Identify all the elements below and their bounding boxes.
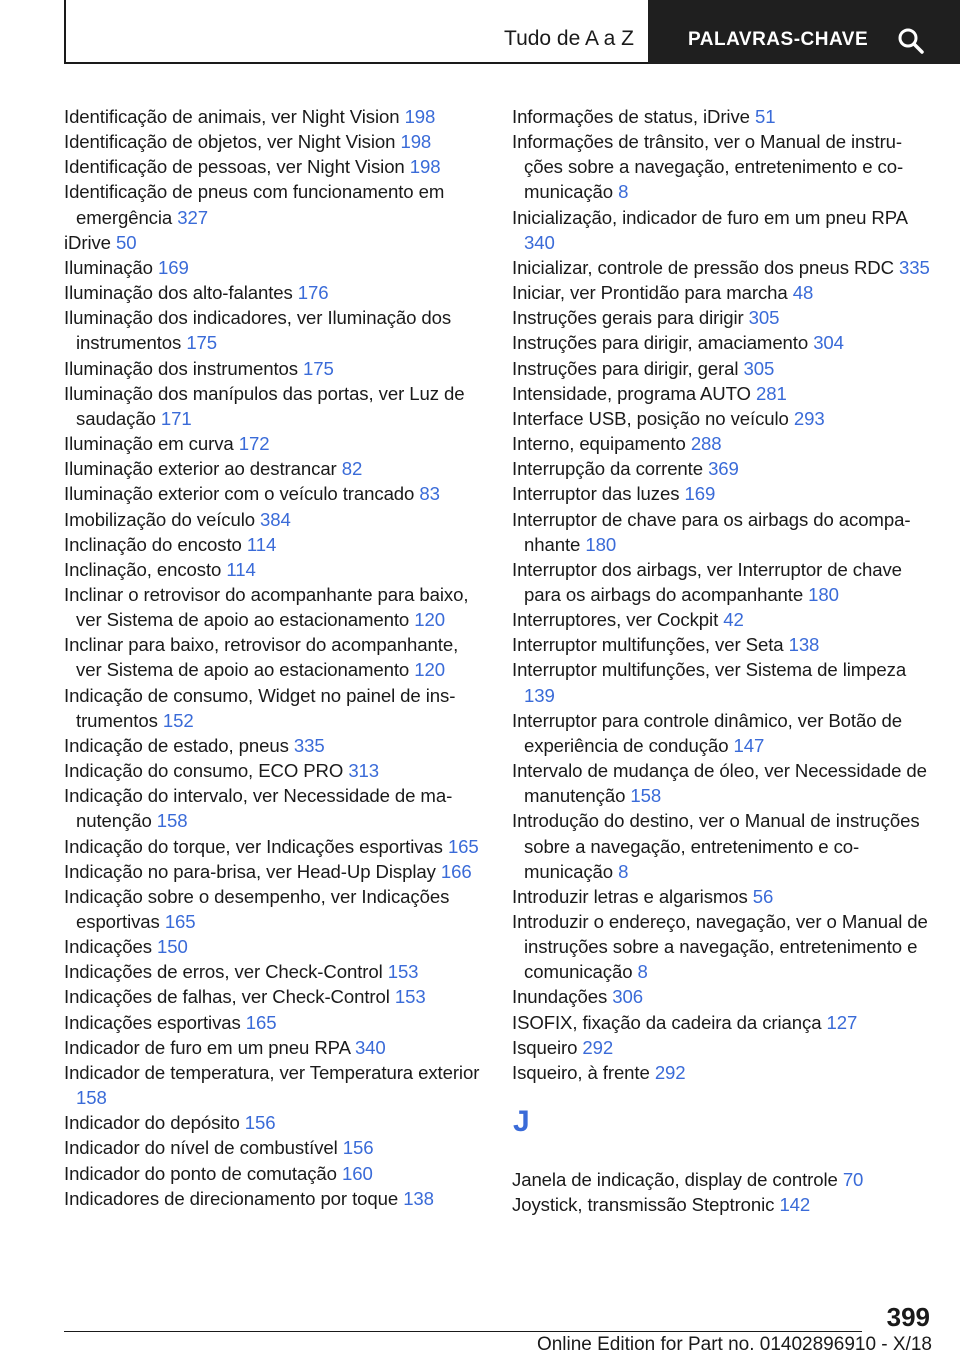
index-entry [512, 984, 932, 1009]
index-entry [64, 381, 484, 431]
index-entry-page-link[interactable]: 120 [414, 659, 445, 681]
index-entry-text: Interrupção da corrente [512, 458, 709, 480]
index-entry-page-link[interactable]: 50 [116, 231, 137, 253]
index-entry-text: ISOFIX, fixação da cadeira da criança [512, 1011, 827, 1033]
index-entry-page-link[interactable]: 198 [400, 131, 432, 153]
index-entry-page-link[interactable]: 293 [793, 407, 825, 429]
index-entry-text: Intervalo de mudança de óleo, ver Necessidade de manutenção [512, 760, 927, 807]
index-entry-text: Identificação de pneus com funcionamento em emergência [64, 181, 445, 228]
index-entry-page-link[interactable]: 160 [341, 1162, 373, 1184]
index-entry [512, 406, 932, 431]
index-entry [64, 984, 484, 1009]
index-entry-page-link[interactable]: 150 [156, 936, 188, 958]
index-entry-text: Indicação do torque, ver Indicações esportivas [64, 835, 448, 857]
index-entry [64, 1186, 484, 1211]
index-entry-text: Inclinação do encosto [64, 533, 247, 555]
index-entry-page-link[interactable]: 156 [244, 1112, 276, 1134]
index-entry-text: Instruções para dirigir, geral [512, 357, 744, 379]
index-entry-text: Janela de indicação, display de controle [512, 1169, 843, 1191]
index-entry-text: Iluminação dos indicadores, ver Iluminação dos instrumentos [64, 307, 452, 354]
index-entry [512, 381, 932, 406]
index-entry-page-link[interactable]: 138 [403, 1187, 434, 1209]
index-entry [512, 129, 932, 204]
index-entry-page-link[interactable]: 335 [899, 256, 930, 278]
index-entry-page-link[interactable]: 127 [826, 1011, 858, 1033]
index-entry-page-link[interactable]: 158 [76, 1087, 107, 1109]
index-entry-text: Indicação do consumo, ECO PRO [64, 760, 349, 782]
index-entry-text: Iluminação exterior com o veículo trancado [64, 483, 420, 505]
index-entry-text: Indicações esportivas [64, 1011, 246, 1033]
index-entry-text: Iluminação [64, 256, 158, 278]
index-entry-text: Introduzir letras e algarismos [512, 885, 753, 907]
index-entry [512, 557, 932, 607]
index-entry-page-link[interactable]: 114 [226, 558, 256, 580]
index-entry-text: Intensidade, programa AUTO [512, 382, 756, 404]
index-entry-text: Indicações [64, 936, 157, 958]
footer-divider [64, 1331, 862, 1332]
index-entry-text: Imobilização do veículo [64, 508, 261, 530]
index-entry [64, 456, 484, 481]
index-entry [64, 1135, 484, 1160]
index-entry-text: Indicador do ponto de comutação [64, 1162, 342, 1184]
index-entry-page-link[interactable]: 384 [260, 508, 291, 530]
index-entry-text: Indicadores de direcionamento por toque [64, 1187, 404, 1209]
index-entry [512, 280, 932, 305]
index-entry-text: Indicador de temperatura, ver Temperatura exterior [64, 1061, 480, 1083]
index-entry [64, 255, 484, 280]
section-letter-j: J [513, 1105, 530, 1139]
footer-edition: Online Edition for Part no. 01402896910 - X/18 [536, 1334, 932, 1355]
index-entry-page-link[interactable]: 281 [755, 382, 787, 404]
index-entry [512, 1035, 932, 1060]
index-entry [64, 305, 484, 355]
index-entry [512, 808, 932, 883]
index-entry [512, 330, 932, 355]
index-entry-page-link[interactable]: 83 [419, 483, 440, 505]
index-entry-page-link[interactable]: 165 [245, 1011, 277, 1033]
index-entry-page-link[interactable]: 82 [341, 458, 363, 480]
index-entry-page-link[interactable]: 51 [754, 106, 776, 127]
index-entry-page-link[interactable]: 306 [612, 986, 643, 1008]
index-entry-text: Interruptor das luzes [512, 483, 685, 505]
index-entry [512, 758, 932, 808]
index-entry-page-link[interactable]: 172 [238, 433, 270, 455]
index-entry-page-link[interactable]: 305 [748, 307, 780, 329]
index-entry [64, 356, 484, 381]
index-entry-text: Iluminação em curva [64, 433, 239, 455]
index-entry-page-link[interactable]: 198 [404, 106, 436, 127]
index-entry [512, 456, 932, 481]
index-entry [512, 884, 932, 909]
index-entry-text: Informações de status, iDrive [512, 106, 755, 127]
index-entry-page-link[interactable]: 171 [160, 407, 192, 429]
index-entry-text: Introdução do destino, ver o Manual de instruções sobre a navegação, entretenimento e comunicação [512, 810, 920, 882]
index-entry-text: Indicador do nível de combustível [64, 1137, 343, 1159]
index-entry-text: Instruções gerais para dirigir [512, 307, 749, 329]
index-entry-page-link[interactable]: 48 [792, 282, 814, 304]
index-entry-page-link[interactable]: 304 [813, 332, 844, 354]
index-entry [64, 934, 484, 959]
index-entry-text: Indicações de erros, ver Check-Control [64, 961, 388, 983]
index-entry-text: Interruptor de chave para os airbags do acompanhante [512, 508, 911, 555]
index-entry [64, 959, 484, 984]
index-entry [512, 356, 932, 381]
index-entry [512, 1192, 932, 1217]
index-entry-text: Indicação no para-brisa, ver Head-Up Display [64, 860, 441, 882]
index-entry-page-link[interactable]: 165 [447, 835, 479, 857]
index-entry [64, 1035, 484, 1060]
index-entry-page-link[interactable]: 156 [342, 1137, 374, 1159]
index-entry-text: Indicação de estado, pneus [64, 734, 294, 756]
index-entry-text: Inicialização, indicador de furo em um pneu RPA [512, 206, 907, 228]
index-entry-text: Joystick, transmissão Steptronic [512, 1194, 780, 1216]
index-entry [64, 129, 484, 154]
index-entry-page-link[interactable]: 158 [156, 810, 188, 832]
index-entry-text: Identificação de objetos, ver Night Vision [64, 131, 401, 153]
index-column-left [64, 104, 484, 1211]
index-entry-text: Inundações [512, 986, 613, 1008]
index-entry-text: Introduzir o endereço, navegação, ver o Manual de instruções sobre a navegação, entretenimento e comunicação [512, 911, 928, 983]
index-entry [64, 683, 484, 733]
search-icon[interactable] [897, 27, 925, 55]
index-entry [64, 280, 484, 305]
index-entry-page-link[interactable]: 139 [524, 684, 555, 706]
index-entry-page-link[interactable]: 180 [808, 583, 839, 605]
index-entry [512, 909, 932, 984]
index-entry-text: Isqueiro, à frente [512, 1061, 655, 1083]
index-entry [512, 255, 932, 280]
index-entry-page-link[interactable]: 70 [842, 1169, 864, 1191]
index-entry [64, 481, 484, 506]
index-entry-text: Iluminação dos alto-falantes [64, 282, 298, 304]
index-entry [512, 708, 932, 758]
index-entry [64, 859, 484, 884]
index-entry [64, 884, 484, 934]
index-entry [64, 507, 484, 532]
index-entry-text: Inclinar o retrovisor do acompanhante para baixo, ver Sistema de apoio ao estacionamento [64, 583, 469, 631]
index-entry-page-link[interactable]: 176 [297, 282, 329, 304]
index-entry-text: Interruptor multifunções, ver Seta [512, 634, 789, 656]
index-entry-text: Inicializar, controle de pressão dos pneus RDC [512, 256, 900, 278]
index-entry-text: Isqueiro [512, 1036, 583, 1058]
index-entry [512, 657, 932, 707]
index-entry [64, 758, 484, 783]
index-entry [512, 305, 932, 330]
index-entry-page-link[interactable]: 147 [733, 734, 765, 756]
index-entry-text: Interruptores, ver Cockpit [512, 609, 724, 631]
index-entry-page-link[interactable]: 305 [743, 357, 775, 379]
index-entry-page-link[interactable]: 142 [779, 1194, 811, 1216]
tab-a-to-z[interactable] [66, 0, 648, 64]
index-entry-text: Iluminação dos instrumentos [64, 357, 304, 379]
index-entry-page-link[interactable]: 42 [723, 609, 744, 631]
index-entry-page-link[interactable]: 8 [618, 181, 629, 203]
index-entry [512, 481, 932, 506]
index-entry-page-link[interactable]: 292 [582, 1036, 614, 1058]
index-entry [512, 431, 932, 456]
index-entry [64, 104, 484, 129]
index-entry-text: Iniciar, ver Prontidão para marcha [512, 282, 793, 304]
index-entry-page-link[interactable]: 288 [690, 433, 722, 455]
index-entry-page-link[interactable]: 335 [293, 734, 325, 756]
index-entry-page-link[interactable]: 175 [303, 357, 334, 379]
index-entry-page-link[interactable]: 180 [585, 533, 617, 555]
index-entry [64, 582, 484, 632]
index-entry-text: Inclinar para baixo, retrovisor do acompanhante, ver Sistema de apoio ao estacionamento [64, 634, 459, 681]
index-entry-page-link[interactable]: 120 [414, 609, 445, 631]
index-entry-text: iDrive [64, 231, 116, 253]
index-entry-page-link[interactable]: 340 [524, 231, 555, 253]
index-entry-page-link[interactable]: 169 [684, 483, 716, 505]
index-entry-text: Identificação de animais, ver Night Vision [64, 106, 405, 127]
index-entry [512, 507, 932, 557]
index-entry-text: Interno, equipamento [512, 433, 691, 455]
index-entry [512, 104, 932, 129]
index-entry [512, 1010, 932, 1035]
page-number: 399 [886, 1302, 930, 1332]
index-entry-page-link[interactable]: 175 [186, 332, 218, 354]
index-entry-text: Interruptor dos airbags, ver Interruptor de chave para os airbags do acompanhante [512, 558, 902, 605]
index-entry-page-link[interactable]: 165 [164, 911, 196, 932]
index-entry [64, 557, 484, 582]
index-entry-text: Indicação do intervalo, ver Necessidade de manutenção [64, 785, 453, 832]
index-entry-text: Indicação de consumo, Widget no painel de instrumentos [64, 684, 456, 731]
index-entry-text: Interruptor para controle dinâmico, ver Botão de experiência de condução [512, 709, 903, 756]
index-entry-text: Interruptor multifunções, ver Sistema de limpeza [512, 659, 907, 681]
index-entry-text: Iluminação exterior ao destrancar [64, 458, 342, 480]
index-entry-text: Informações de trânsito, ver o Manual de instruções sobre a navegação, entretenimento e comunicação [512, 131, 904, 203]
index-entry-page-link[interactable]: 169 [157, 256, 189, 278]
index-entry-text: Iluminação dos manípulos das portas, ver Luz de saudação [64, 382, 465, 429]
index-entry-text: Indicação sobre o desempenho, ver Indicações esportivas [64, 885, 450, 932]
index-entry-page-link[interactable]: 114 [246, 533, 277, 555]
index-entry-text: Instruções para dirigir, amaciamento [512, 332, 814, 354]
index-entry [64, 783, 484, 833]
index-entry [64, 1110, 484, 1135]
index-entry-text: Inclinação, encosto [64, 558, 227, 580]
index-entry-page-link[interactable]: 153 [394, 986, 426, 1008]
index-entry [512, 1167, 932, 1192]
index-entry [64, 154, 484, 179]
index-entry-page-link[interactable]: 292 [654, 1061, 686, 1083]
index-entry [64, 733, 484, 758]
index-entry [64, 834, 484, 859]
index-entry-page-link[interactable]: 340 [354, 1036, 386, 1058]
index-entry-page-link[interactable]: 369 [708, 458, 739, 480]
index-entry [512, 607, 932, 632]
index-entry-text: Indicador de furo em um pneu RPA [64, 1036, 355, 1058]
index-entry-text: Indicações de falhas, ver Check-Control [64, 986, 395, 1008]
index-column-right [512, 104, 932, 1217]
tab-keywords-label: PALAVRAS-CHAVE [688, 29, 869, 50]
index-entry [64, 632, 484, 682]
index-entry [512, 205, 932, 255]
index-entry [64, 179, 484, 229]
index-entry-page-link[interactable]: 152 [162, 709, 194, 731]
index-entry [512, 632, 932, 657]
index-entry-page-link[interactable]: 153 [387, 961, 419, 983]
tab-keywords[interactable] [648, 0, 960, 64]
index-entry-page-link[interactable]: 327 [177, 206, 208, 228]
index-entry-page-link[interactable]: 8 [618, 860, 629, 882]
index-entry-page-link[interactable]: 166 [440, 860, 472, 882]
index-entry-text: Interface USB, posição no veículo [512, 407, 794, 429]
index-entry [64, 230, 484, 255]
tab-a-to-z-label: Tudo de A a Z [504, 27, 634, 50]
index-entry [64, 1161, 484, 1186]
index-entry [512, 1060, 932, 1085]
index-entry-page-link[interactable]: 198 [409, 156, 441, 178]
index-entry-page-link[interactable]: 313 [348, 760, 380, 782]
index-entry-page-link[interactable]: 8 [637, 961, 648, 983]
index-entry-page-link[interactable]: 56 [752, 885, 774, 907]
index-entry [64, 431, 484, 456]
index-entry-page-link[interactable]: 138 [788, 634, 820, 656]
index-entry-page-link[interactable]: 158 [630, 785, 662, 807]
index-entry [64, 532, 484, 557]
index-entry-text: Identificação de pessoas, ver Night Vision [64, 156, 410, 178]
index-entry [64, 1010, 484, 1035]
index-entry [64, 1060, 484, 1110]
index-entry-text: Indicador do depósito [64, 1112, 245, 1134]
